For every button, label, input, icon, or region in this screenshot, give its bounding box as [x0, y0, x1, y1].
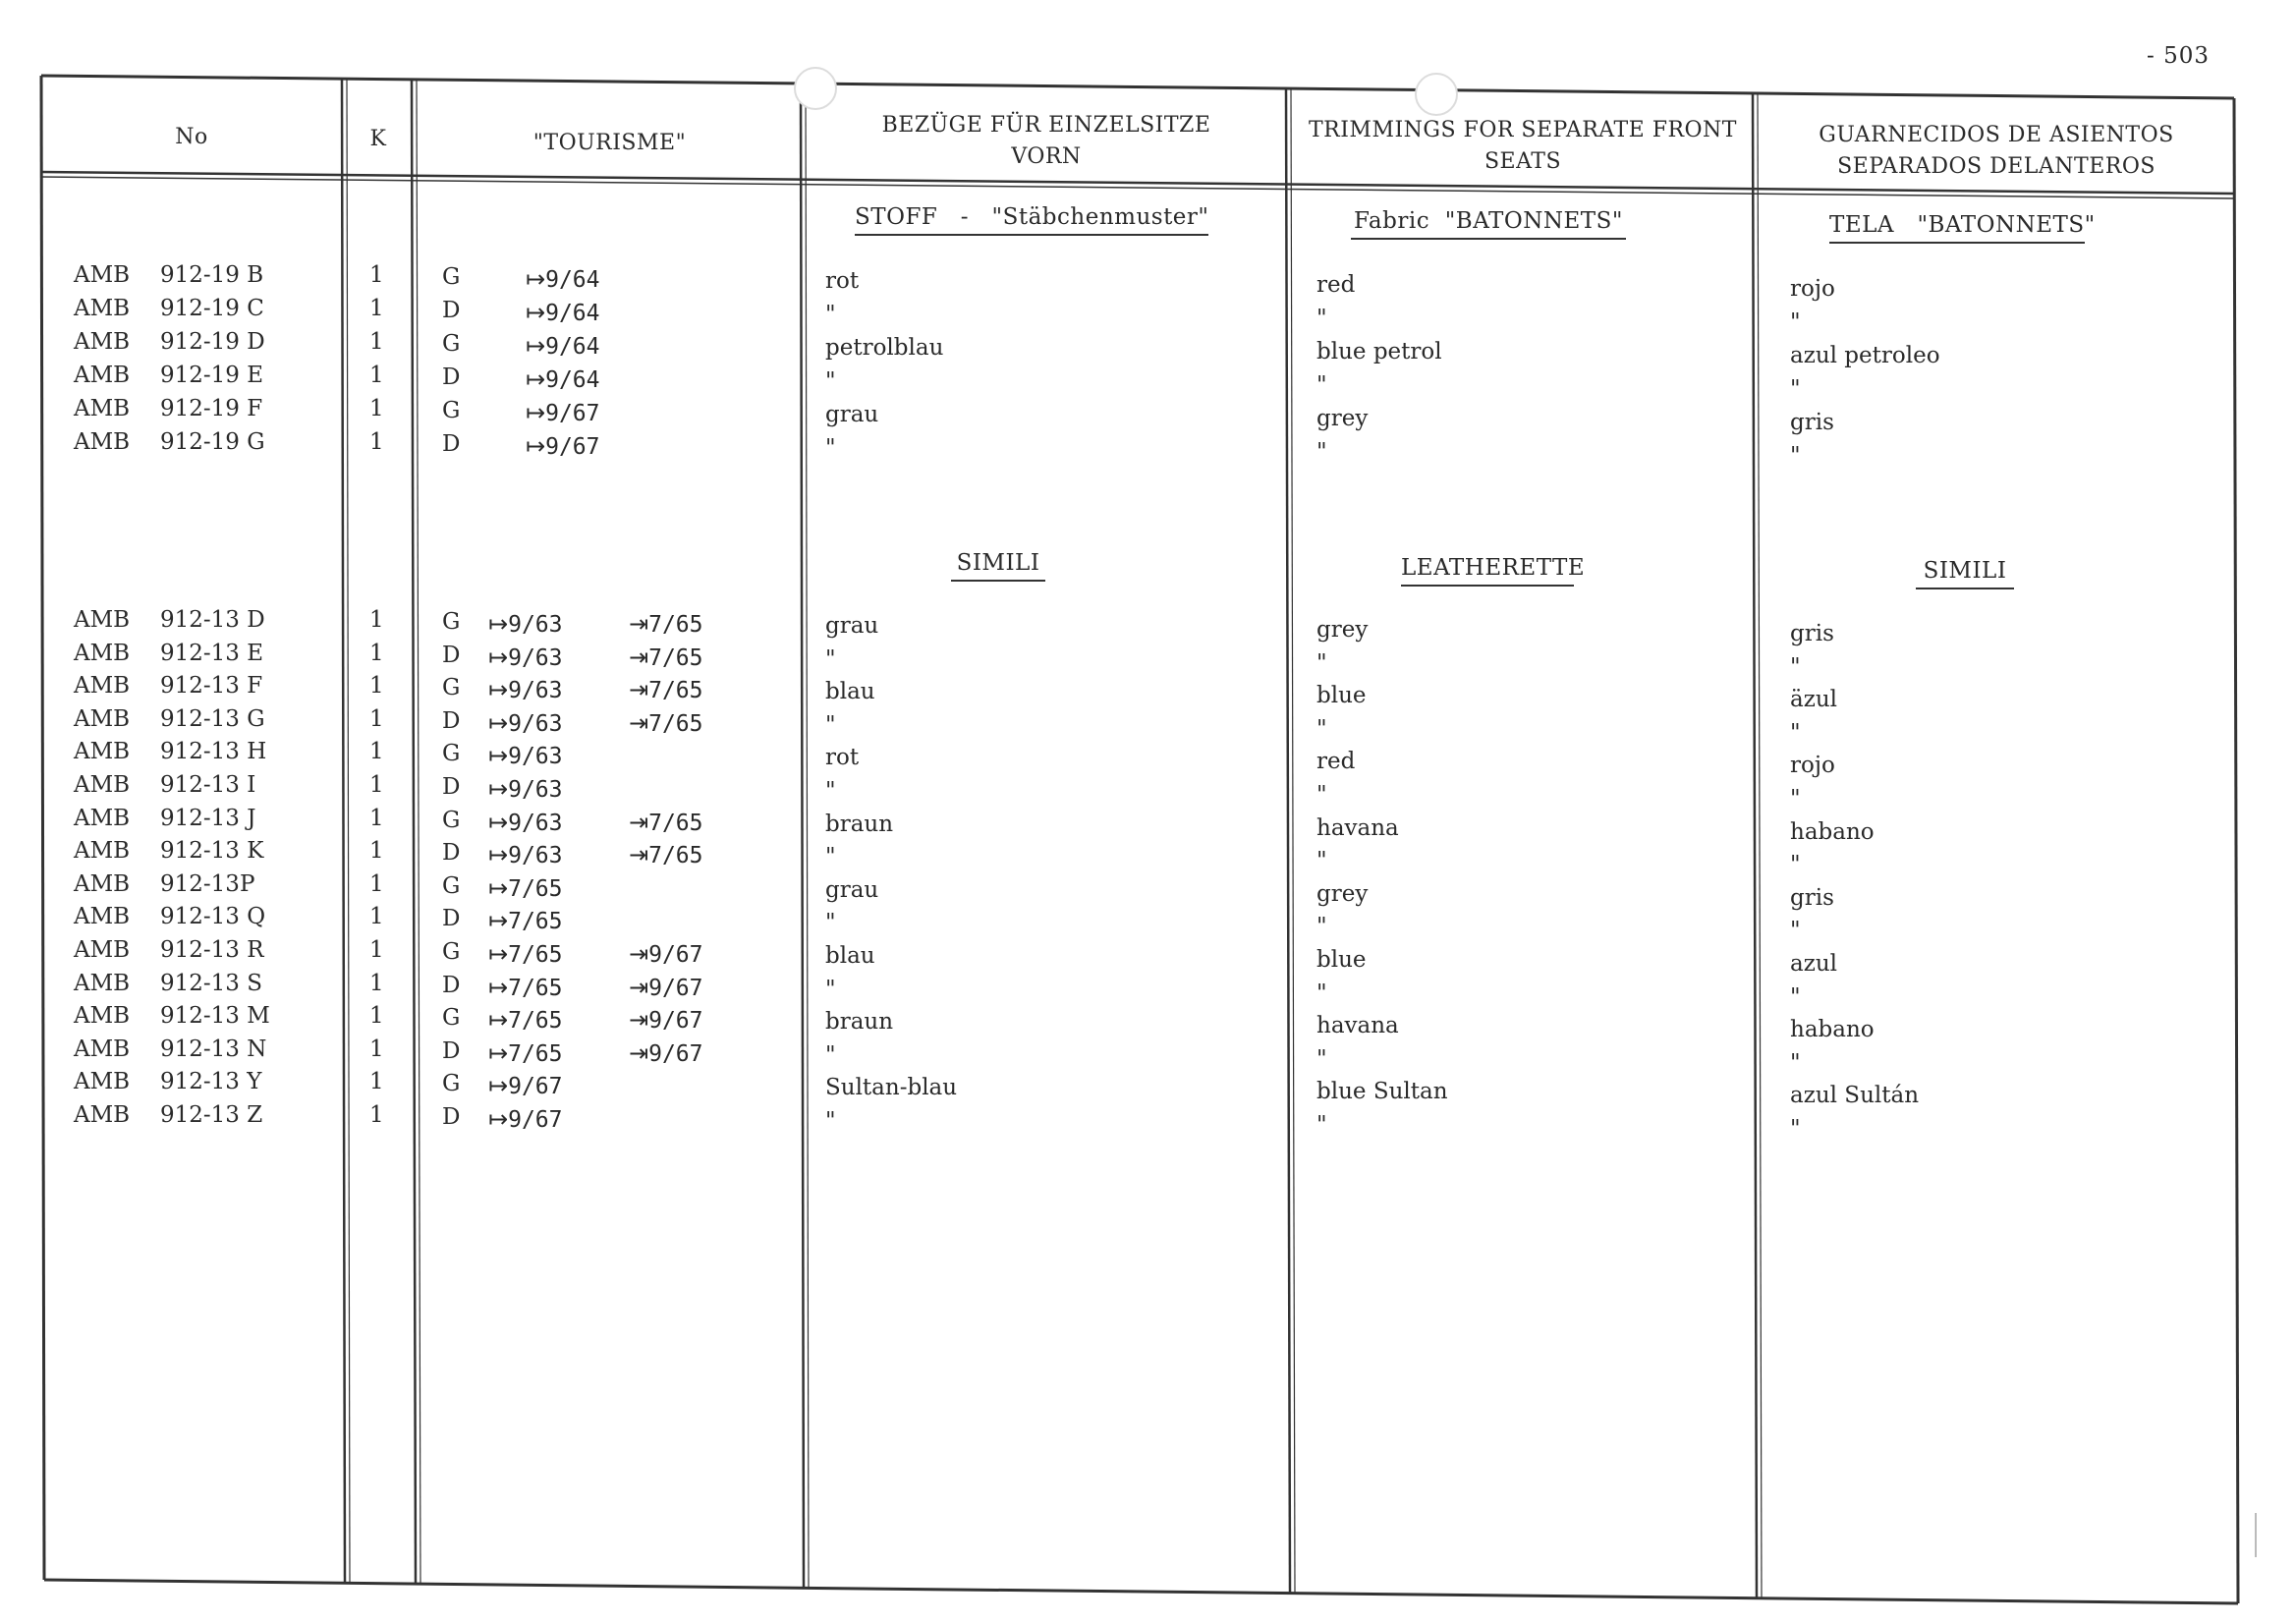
part-prefix: AMB — [74, 396, 131, 421]
side: G — [442, 807, 461, 833]
spanish-color: rojo — [1790, 276, 1835, 302]
part-number: 912-13 J — [160, 805, 256, 831]
valid-from — [526, 365, 600, 393]
valid-from — [526, 399, 600, 426]
header-no: No — [175, 125, 208, 149]
part-prefix: AMB — [74, 870, 131, 897]
table-row — [0, 640, 2296, 680]
part-number: 912-13 H — [160, 739, 267, 765]
english-color: red — [1316, 749, 1356, 775]
german-color: " — [825, 368, 836, 394]
part-prefix: AMB — [74, 640, 131, 666]
end-arrow-icon: ⇥ — [629, 973, 649, 1001]
header-english — [1294, 115, 1752, 178]
valid-from-date: 9/67 — [545, 401, 600, 426]
german-color: " — [825, 1108, 836, 1134]
spanish-color: äzul — [1790, 687, 1837, 713]
header-k: K — [369, 127, 387, 151]
table-row — [0, 805, 2296, 845]
side: D — [442, 1104, 461, 1130]
valid-from-date: 9/63 — [508, 678, 563, 704]
part-prefix: AMB — [74, 904, 131, 930]
valid-from — [488, 974, 563, 1001]
valid-to-date: 9/67 — [648, 1008, 703, 1035]
section2-german-title: SIMILI — [951, 550, 1045, 582]
quantity: 1 — [369, 1036, 384, 1062]
part-prefix: AMB — [74, 1036, 131, 1062]
table-row — [0, 937, 2296, 977]
spanish-color: " — [1790, 309, 1801, 335]
side: G — [442, 398, 461, 423]
start-arrow-icon: ↦ — [526, 399, 546, 426]
table-row — [0, 363, 2296, 402]
valid-from — [526, 299, 600, 326]
english-color: grey — [1316, 406, 1369, 431]
valid-from — [488, 610, 563, 638]
side: G — [442, 1071, 461, 1097]
side: D — [442, 972, 461, 998]
header-spanish-line2: SEPARADOS DELANTEROS — [1837, 154, 2156, 179]
start-arrow-icon: ↦ — [488, 676, 509, 704]
part-prefix: AMB — [74, 772, 131, 798]
valid-from — [488, 907, 563, 934]
header-german-line2: VORN — [1011, 144, 1082, 169]
english-color: " — [1316, 1112, 1327, 1138]
end-arrow-icon: ⇥ — [629, 676, 649, 704]
part-prefix: AMB — [74, 1069, 131, 1095]
table-row — [0, 429, 2296, 469]
valid-from-date: 9/63 — [508, 843, 563, 869]
valid-to — [629, 644, 703, 671]
end-arrow-icon: ⇥ — [629, 1038, 649, 1067]
section1-english-title: Fabric "BATONNETS" — [1351, 208, 1626, 240]
valid-from-date: 7/65 — [508, 942, 563, 968]
valid-to-date: 9/67 — [648, 975, 703, 1001]
table-row — [0, 772, 2296, 812]
table-row — [0, 705, 2296, 746]
table-row — [0, 296, 2296, 335]
part-number: 912-13P — [160, 870, 255, 897]
valid-from-date: 9/64 — [545, 367, 600, 393]
end-arrow-icon: ⇥ — [629, 940, 649, 968]
table-row — [0, 1102, 2296, 1142]
section1-spanish-title: TELA "BATONNETS" — [1829, 212, 2085, 244]
part-prefix: AMB — [74, 970, 131, 996]
english-color: " — [1316, 782, 1327, 808]
part-number: 912-13 G — [160, 705, 265, 732]
german-color: grau — [825, 402, 879, 427]
valid-from — [488, 940, 563, 968]
german-color: braun — [825, 811, 894, 837]
start-arrow-icon: ↦ — [488, 775, 509, 803]
part-prefix: AMB — [74, 429, 131, 455]
spanish-color: " — [1790, 983, 1801, 1010]
spanish-color: rojo — [1790, 753, 1835, 779]
valid-from-date: 9/63 — [508, 710, 563, 737]
side: G — [442, 741, 461, 767]
part-number: 912-19 G — [160, 429, 265, 455]
quantity: 1 — [369, 1102, 384, 1128]
valid-from — [488, 1039, 563, 1067]
valid-to — [629, 974, 703, 1001]
spanish-color: azul petroleo — [1790, 343, 1940, 368]
quantity: 1 — [369, 640, 384, 666]
valid-from — [488, 809, 563, 836]
german-color: " — [825, 302, 836, 327]
spanish-color: " — [1790, 376, 1801, 402]
start-arrow-icon: ↦ — [526, 332, 546, 360]
table-row — [0, 1003, 2296, 1043]
spanish-color: azul — [1790, 951, 1837, 977]
part-number: 912-13 Z — [160, 1102, 263, 1128]
part-number: 912-13 N — [160, 1036, 267, 1062]
quantity: 1 — [369, 970, 384, 996]
quantity: 1 — [369, 262, 384, 288]
start-arrow-icon: ↦ — [526, 299, 546, 326]
english-color: " — [1316, 1045, 1327, 1072]
table-row — [0, 970, 2296, 1010]
german-color: " — [825, 711, 836, 738]
header-english-line1: TRIMMINGS FOR SEPARATE FRONT — [1309, 118, 1737, 142]
german-color: " — [825, 910, 836, 936]
side: D — [442, 298, 461, 323]
valid-to — [629, 809, 703, 836]
start-arrow-icon: ↦ — [488, 808, 509, 836]
english-color: blue — [1316, 947, 1367, 973]
spanish-color: " — [1790, 852, 1801, 878]
valid-from-date: 9/64 — [545, 267, 600, 293]
start-arrow-icon: ↦ — [488, 643, 509, 671]
valid-from-date: 7/65 — [508, 1008, 563, 1035]
spanish-color: habano — [1790, 1017, 1875, 1043]
spanish-color: habano — [1790, 818, 1875, 845]
part-number: 912-13 M — [160, 1003, 270, 1030]
quantity: 1 — [369, 329, 384, 355]
part-prefix: AMB — [74, 262, 131, 288]
english-color: " — [1316, 649, 1327, 676]
start-arrow-icon: ↦ — [488, 742, 509, 770]
valid-to — [629, 676, 703, 703]
german-color: blau — [825, 943, 875, 969]
valid-from — [526, 265, 600, 293]
english-color: " — [1316, 439, 1327, 465]
part-number: 912-13 D — [160, 607, 265, 633]
side: G — [442, 939, 461, 965]
valid-from — [488, 841, 563, 868]
spanish-color: " — [1790, 653, 1801, 680]
valid-from-date: 9/64 — [545, 334, 600, 360]
table-row — [0, 329, 2296, 368]
valid-from-date: 9/63 — [508, 744, 563, 770]
english-color: grey — [1316, 617, 1369, 643]
valid-from — [488, 874, 563, 902]
side: G — [442, 609, 461, 635]
valid-to — [629, 709, 703, 737]
german-color: " — [825, 976, 836, 1002]
part-prefix: AMB — [74, 673, 131, 700]
valid-from — [488, 1006, 563, 1034]
spanish-color: gris — [1790, 410, 1834, 435]
english-color: blue Sultan — [1316, 1079, 1448, 1105]
start-arrow-icon: ↦ — [488, 1038, 509, 1067]
part-number: 912-19 F — [160, 396, 263, 421]
part-prefix: AMB — [74, 1003, 131, 1030]
german-color: Sultan-blau — [825, 1075, 958, 1101]
table-row — [0, 1069, 2296, 1109]
valid-from-date: 9/63 — [508, 612, 563, 638]
side: G — [442, 1005, 461, 1032]
side: G — [442, 675, 461, 701]
side: D — [442, 840, 461, 867]
table-row — [0, 904, 2296, 944]
spanish-color: " — [1790, 719, 1801, 746]
part-number: 912-19 D — [160, 329, 265, 355]
table-row — [0, 262, 2296, 302]
quantity: 1 — [369, 429, 384, 455]
side: D — [442, 774, 461, 800]
english-color: " — [1316, 980, 1327, 1006]
part-prefix: AMB — [74, 805, 131, 831]
quantity: 1 — [369, 1069, 384, 1095]
end-arrow-icon: ⇥ — [629, 1006, 649, 1035]
part-number: 912-13 F — [160, 673, 263, 700]
valid-from — [488, 676, 563, 703]
valid-from-date: 9/67 — [508, 1107, 563, 1133]
german-color: petrolblau — [825, 335, 944, 361]
start-arrow-icon: ↦ — [488, 973, 509, 1001]
start-arrow-icon: ↦ — [488, 940, 509, 968]
english-color: " — [1316, 306, 1327, 331]
spanish-color: azul Sultán — [1790, 1083, 1920, 1109]
german-color: blau — [825, 679, 875, 705]
valid-from-date: 7/65 — [508, 975, 563, 1001]
side: G — [442, 264, 461, 290]
english-color: red — [1316, 272, 1356, 298]
quantity: 1 — [369, 805, 384, 831]
part-number: 912-19 B — [160, 262, 264, 288]
part-number: 912-13 Q — [160, 904, 266, 930]
side: G — [442, 872, 461, 899]
quantity: 1 — [369, 363, 384, 388]
valid-to — [629, 841, 703, 868]
valid-to — [629, 940, 703, 968]
spanish-color: " — [1790, 786, 1801, 812]
spanish-color: " — [1790, 1116, 1801, 1142]
side: G — [442, 331, 461, 357]
table-row — [0, 396, 2296, 435]
valid-to-date: 7/65 — [648, 644, 703, 671]
table-row — [0, 838, 2296, 878]
quantity: 1 — [369, 673, 384, 700]
english-color: havana — [1316, 1013, 1399, 1039]
english-color: " — [1316, 372, 1327, 398]
english-color: blue petrol — [1316, 339, 1442, 364]
spanish-color: gris — [1790, 884, 1834, 911]
valid-to — [629, 1006, 703, 1034]
quantity: 1 — [369, 904, 384, 930]
header-spanish — [1762, 120, 2231, 183]
german-color: grau — [825, 613, 879, 639]
german-color: " — [825, 435, 836, 461]
valid-from-date: 9/64 — [545, 301, 600, 326]
end-arrow-icon: ⇥ — [629, 808, 649, 836]
part-prefix: AMB — [74, 739, 131, 765]
table-row — [0, 673, 2296, 713]
english-color: grey — [1316, 880, 1369, 907]
german-color: " — [825, 844, 836, 870]
valid-from — [488, 742, 563, 769]
english-color: blue — [1316, 683, 1367, 709]
quantity: 1 — [369, 705, 384, 732]
part-prefix: AMB — [74, 838, 131, 865]
table-row — [0, 870, 2296, 911]
german-color: rot — [825, 745, 860, 771]
table-row — [0, 607, 2296, 646]
part-prefix: AMB — [74, 329, 131, 355]
start-arrow-icon: ↦ — [488, 1006, 509, 1035]
section1-german-title: STOFF - "Stäbchenmuster" — [855, 204, 1208, 236]
valid-from-date: 9/63 — [508, 810, 563, 836]
valid-to-date: 9/67 — [648, 942, 703, 968]
part-number: 912-13 K — [160, 838, 264, 865]
side: D — [442, 707, 461, 734]
quantity: 1 — [369, 396, 384, 421]
quantity: 1 — [369, 838, 384, 865]
english-color: havana — [1316, 814, 1399, 841]
quantity: 1 — [369, 937, 384, 963]
valid-to-date: 7/65 — [648, 678, 703, 704]
quantity: 1 — [369, 772, 384, 798]
valid-from-date: 9/63 — [508, 644, 563, 671]
part-number: 912-13 Y — [160, 1069, 262, 1095]
section2-spanish-title: SIMILI — [1916, 558, 2014, 589]
valid-from — [488, 775, 563, 803]
quantity: 1 — [369, 296, 384, 321]
part-prefix: AMB — [74, 705, 131, 732]
english-color: " — [1316, 715, 1327, 742]
part-prefix: AMB — [74, 1102, 131, 1128]
valid-from-date: 9/63 — [508, 777, 563, 803]
spanish-color: " — [1790, 918, 1801, 944]
valid-from — [488, 644, 563, 671]
valid-to — [629, 610, 703, 638]
header-german — [808, 110, 1285, 173]
part-number: 912-19 E — [160, 363, 264, 388]
valid-from — [488, 709, 563, 737]
valid-to — [629, 1039, 703, 1067]
quantity: 1 — [369, 870, 384, 897]
end-arrow-icon: ⇥ — [629, 708, 649, 737]
valid-to-date: 7/65 — [648, 843, 703, 869]
table-row — [0, 1036, 2296, 1076]
valid-from-date: 9/67 — [508, 1074, 563, 1100]
spanish-color: " — [1790, 1049, 1801, 1076]
header-english-line2: SEATS — [1484, 149, 1562, 174]
valid-to-date: 9/67 — [648, 1040, 703, 1067]
valid-from — [526, 332, 600, 360]
side: D — [442, 431, 461, 457]
quantity: 1 — [369, 739, 384, 765]
spanish-color: " — [1790, 443, 1801, 469]
side: D — [442, 906, 461, 932]
valid-from — [526, 432, 600, 460]
punch-hole — [1415, 73, 1458, 116]
end-arrow-icon: ⇥ — [629, 610, 649, 638]
part-number: 912-19 C — [160, 296, 264, 321]
section2-english-title: LEATHERETTE — [1401, 555, 1574, 587]
german-color: rot — [825, 268, 860, 294]
valid-to-date: 7/65 — [648, 810, 703, 836]
side: D — [442, 364, 461, 390]
start-arrow-icon: ↦ — [526, 365, 546, 393]
start-arrow-icon: ↦ — [488, 708, 509, 737]
part-number: 912-13 I — [160, 772, 256, 798]
side: D — [442, 1037, 461, 1064]
end-arrow-icon: ⇥ — [629, 841, 649, 869]
valid-from-date: 7/65 — [508, 1040, 563, 1067]
part-number: 912-13 R — [160, 937, 264, 963]
quantity: 1 — [369, 1003, 384, 1030]
english-color: " — [1316, 914, 1327, 940]
valid-to-date: 7/65 — [648, 612, 703, 638]
valid-from-date: 7/65 — [508, 909, 563, 935]
end-arrow-icon: ⇥ — [629, 643, 649, 671]
german-color: " — [825, 645, 836, 672]
english-color: " — [1316, 848, 1327, 874]
german-color: grau — [825, 876, 879, 903]
start-arrow-icon: ↦ — [526, 432, 546, 460]
punch-hole — [794, 67, 837, 110]
part-prefix: AMB — [74, 937, 131, 963]
header-spanish-line1: GUARNECIDOS DE ASIENTOS — [1819, 123, 2174, 147]
start-arrow-icon: ↦ — [488, 1105, 509, 1133]
part-prefix: AMB — [74, 363, 131, 388]
start-arrow-icon: ↦ — [526, 265, 546, 293]
quantity: 1 — [369, 607, 384, 633]
valid-from — [488, 1105, 563, 1133]
start-arrow-icon: ↦ — [488, 610, 509, 638]
start-arrow-icon: ↦ — [488, 873, 509, 902]
valid-from-date: 7/65 — [508, 875, 563, 902]
german-color: braun — [825, 1009, 894, 1036]
page-number: - 503 — [2147, 43, 2210, 69]
valid-to-date: 7/65 — [648, 710, 703, 737]
part-prefix: AMB — [74, 296, 131, 321]
header-german-line1: BEZÜGE FÜR EINZELSITZE — [881, 113, 1211, 138]
start-arrow-icon: ↦ — [488, 841, 509, 869]
table-row — [0, 739, 2296, 779]
start-arrow-icon: ↦ — [488, 1072, 509, 1100]
spanish-color: gris — [1790, 621, 1834, 646]
part-number: 912-13 E — [160, 640, 264, 666]
valid-from — [488, 1072, 563, 1099]
part-number: 912-13 S — [160, 970, 263, 996]
side: D — [442, 642, 461, 668]
valid-from-date: 9/67 — [545, 434, 600, 460]
header-tourisme: "TOURISME" — [532, 131, 687, 155]
german-color: " — [825, 1041, 836, 1068]
start-arrow-icon: ↦ — [488, 907, 509, 935]
german-color: " — [825, 778, 836, 804]
part-prefix: AMB — [74, 607, 131, 633]
